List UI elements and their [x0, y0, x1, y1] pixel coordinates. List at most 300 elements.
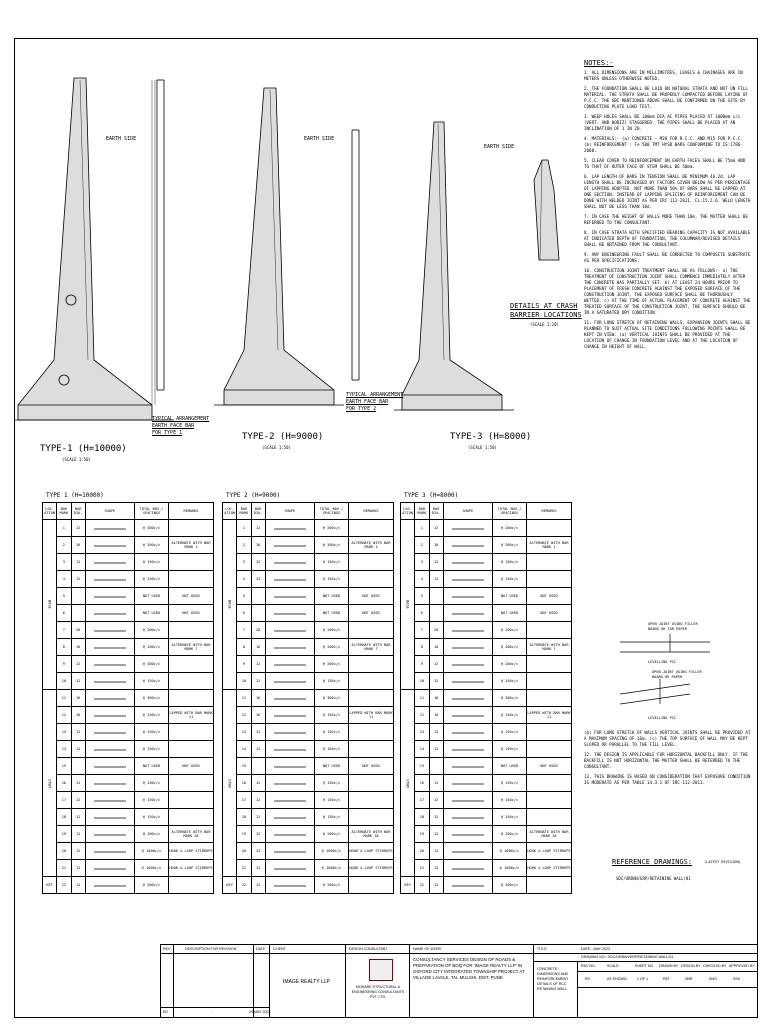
cell-remarks: NOT USED	[527, 588, 572, 605]
crash-barrier-detail	[534, 160, 559, 260]
cell-remarks: LAPPED WITH BAR MARK 11	[349, 707, 394, 724]
cell-remarks	[527, 792, 572, 809]
cell-remarks	[169, 877, 214, 894]
tb-design: SBR	[685, 977, 693, 981]
table-row	[401, 741, 572, 758]
cell-spacing: @ 150c/c	[135, 724, 169, 741]
bar-schedule-table-3	[400, 502, 572, 894]
cell-mark: 10	[57, 673, 71, 690]
cell-remarks	[169, 554, 214, 571]
table-header-mark: BAR MARK	[57, 503, 71, 520]
cell-shape	[265, 690, 314, 707]
cell-mark: 19	[415, 826, 429, 843]
table-row	[401, 571, 572, 588]
cell-mark: 6	[57, 605, 71, 622]
note-10: 10. CONSTRUCTION JOINT TREATMENT SHALL BE AS FOLLOWS:- a) THE TREATMENT OF CONSTRUCTION JOINT SHALL COMMENCE IMMEDIATELY AFTER THE CONCRETE HAS PARTIALLY SET. b) AT LEAST 24 HOURS PRIOR TO PLACEMENT OF FRESH CONCRETE AGAINST THE EXPOSED SURFACE OF THE CONSTRUCTION JOINT, THE EXPOSED SURFACE SHALL BE THOROUGHLY WETTED. c) AT THE TIME OF ACTUAL PLACEMENT OF CONCRETE AGAINST THE TREATED SURFACE OF THE CONSTRUCTION JOINT, THE SURFACE SHOULD BE IN A SATURATED DRY CONDITION.	[584, 268, 751, 315]
cell-mark: 10	[237, 673, 251, 690]
cell-remarks	[349, 554, 394, 571]
cell-dia: 12	[251, 520, 265, 537]
cell-mark: 9	[415, 656, 429, 673]
cell-shape	[85, 690, 134, 707]
location-stem: STEM	[43, 690, 57, 877]
cell-spacing: @ 150c/c	[135, 741, 169, 758]
cell-dia	[429, 758, 443, 775]
cell-remarks	[349, 775, 394, 792]
cell-dia: 12	[429, 775, 443, 792]
cell-remarks	[527, 877, 572, 894]
note-8: 8. IN CASE STRATA WITH SPECIFIED BEARING CAPACITY IS NOT AVAILABLE AT INDICATED DEPTH OF FOUNDATION, THE COLUMNAR/REVISED DETAILS SHALL BE OBTAINED FROM THE CONSULTANT.	[584, 230, 751, 247]
cell-dia: 12	[251, 792, 265, 809]
cell-shape	[443, 673, 492, 690]
cell-dia: 12	[71, 792, 85, 809]
cell-mark: 14	[415, 741, 429, 758]
reference-item: SDC/URBAN/ERP/RETAINING WALL/01	[616, 876, 691, 881]
type2-scale: (SCALE 1:50)	[262, 445, 291, 450]
table-row	[401, 537, 572, 554]
reference-heading: REFERENCE DRAWINGS:	[612, 858, 693, 866]
cell-remarks: NOT USED	[349, 588, 394, 605]
earth-side-2: EARTH SIDE	[304, 136, 335, 142]
cell-spacing: @ 200c/c	[135, 639, 169, 656]
cell-dia: 12	[71, 724, 85, 741]
cell-shape	[265, 843, 314, 860]
cell-mark: 1	[57, 520, 71, 537]
cell-mark: 2	[415, 537, 429, 554]
cell-spacing: @ 200c/c	[493, 877, 527, 894]
cell-spacing: @ 150c/c	[493, 741, 527, 758]
tb-drawing-no: DRAWING NO:- SDC/URBAN/ERP/RETAINING WALL/01	[581, 955, 674, 959]
cell-shape	[85, 741, 134, 758]
table-row	[43, 690, 214, 707]
cell-mark: 8	[57, 639, 71, 656]
table-row	[401, 843, 572, 860]
cell-dia: 12	[71, 571, 85, 588]
table-row	[223, 605, 394, 622]
cell-mark: 16	[57, 775, 71, 792]
cell-dia: 16	[429, 690, 443, 707]
cell-spacing: NOT USED	[135, 758, 169, 775]
cell-remarks: HOOK & LOOP STIRRUPS	[169, 860, 214, 877]
cell-dia: 12	[251, 775, 265, 792]
cell-spacing: @ 1000c/c	[315, 843, 349, 860]
cell-mark: 17	[237, 792, 251, 809]
cell-remarks: ALTERNATE WITH BAR MARK 1	[349, 537, 394, 554]
cell-mark: 3	[57, 554, 71, 571]
cell-remarks	[349, 792, 394, 809]
cell-spacing: @ 150c/c	[315, 571, 349, 588]
cell-spacing: @ 150c/c	[315, 792, 349, 809]
cell-remarks: LAPPED WITH BAR MARK 11	[169, 707, 214, 724]
cell-spacing: @ 200c/c	[135, 877, 169, 894]
tb-client-hdr: CLIENT	[273, 947, 286, 951]
cell-shape	[85, 520, 134, 537]
cell-spacing: @ 200c/c	[315, 622, 349, 639]
cell-spacing: @ 150c/c	[493, 554, 527, 571]
table-row	[401, 775, 572, 792]
cell-spacing: @ 200c/c	[493, 537, 527, 554]
table-row	[223, 792, 394, 809]
cell-remarks	[169, 809, 214, 826]
earth-face-bar-1	[157, 80, 164, 390]
cell-mark: 12	[237, 707, 251, 724]
tb-scale-hdr: SCALE	[607, 964, 619, 968]
cell-dia: 12	[71, 741, 85, 758]
cell-mark: 12	[415, 707, 429, 724]
cell-dia: 12	[429, 809, 443, 826]
cell-spacing: @ 1000c/c	[135, 860, 169, 877]
cell-shape	[265, 588, 314, 605]
cell-spacing: @ 200c/c	[493, 622, 527, 639]
cell-mark: 3	[237, 554, 251, 571]
earth-side-1: EARTH SIDE	[106, 136, 137, 142]
location-key: KEY	[43, 877, 57, 894]
earth-face-bar-2-label: TYPICAL ARRANGEMENT EARTH FACE BAR FOR TYPE 2	[346, 392, 404, 412]
table-row	[223, 826, 394, 843]
cell-shape	[85, 605, 134, 622]
cell-shape	[85, 656, 134, 673]
tb-rev-no-hdr: REV NO.	[581, 964, 596, 968]
cell-shape	[265, 656, 314, 673]
note-5: 5. CLEAR COVER TO REINFORCEMENT ON EARTH FACES SHALL BE 75mm AND TO THAT OF OUTER FACE OF STEM SHALL BE 50mm.	[584, 158, 746, 169]
tb-work: CONSULTANCY SERVICES DESIGN OF ROADS & PREPARATION OF BOQ FOR 'IMAGE REALTY LLP' IN OXFORD CITY INTEGRATED TOWNSHIP PROJECT AT VILLAGE LAVALE, TAL MULSHI, DIST. PUNE	[413, 957, 525, 980]
cell-dia: 16	[251, 639, 265, 656]
cell-shape	[443, 571, 492, 588]
cell-spacing: @ 1000c/c	[315, 860, 349, 877]
cell-dia: 16	[251, 690, 265, 707]
table-header-remarks: REMARKS	[527, 503, 572, 520]
cell-remarks	[349, 741, 394, 758]
cell-spacing: @ 150c/c	[135, 809, 169, 826]
table-row	[401, 639, 572, 656]
table-row	[223, 622, 394, 639]
cell-spacing: NOT USED	[315, 588, 349, 605]
cell-dia: 12	[71, 673, 85, 690]
cell-remarks: NOT USED	[169, 605, 214, 622]
cell-spacing: @ 300c/c	[135, 690, 169, 707]
table1-title: TYPE 1 (H=10000)	[46, 492, 104, 499]
cell-dia: 16	[71, 690, 85, 707]
tb-approved-hdr: APPROVED BY	[729, 964, 755, 968]
cell-spacing: @ 150c/c	[493, 809, 527, 826]
cell-mark: 17	[415, 792, 429, 809]
cell-remarks	[169, 571, 214, 588]
cell-mark: 22	[57, 877, 71, 894]
table-row	[43, 537, 214, 554]
cell-remarks: ALTERNATE WITH BAR MARK 18	[527, 826, 572, 843]
cell-spacing: @ 200c/c	[135, 656, 169, 673]
tb-rev-row-no: R0	[163, 1010, 168, 1014]
cell-mark: 7	[57, 622, 71, 639]
cell-mark: 5	[237, 588, 251, 605]
cell-shape	[443, 775, 492, 792]
location-base: BASE	[223, 520, 237, 690]
table-row	[43, 775, 214, 792]
cell-shape	[85, 639, 134, 656]
table-row	[43, 843, 214, 860]
location-key: KEY	[401, 877, 415, 894]
sketch1-label: OPEN JOINT USING FILLER BOARD OR TAR PAPER	[648, 622, 698, 631]
cell-remarks	[349, 622, 394, 639]
cell-remarks: HOOK & LOOP STIRRUPS	[349, 843, 394, 860]
tb-rev-no: R0	[585, 977, 590, 981]
table-row	[223, 707, 394, 724]
cell-dia	[71, 588, 85, 605]
cell-mark: 13	[57, 724, 71, 741]
cell-dia: 16	[71, 537, 85, 554]
table-row	[401, 809, 572, 826]
bar-schedule-table-2	[222, 502, 394, 894]
table-row	[223, 588, 394, 605]
sketch2-label: OPEN JOINT USING FILLER BOARD OR PAPER	[652, 670, 702, 679]
table-header-dia: BAR DIA.	[429, 503, 443, 520]
cell-mark: 18	[57, 809, 71, 826]
cell-shape	[265, 758, 314, 775]
cell-spacing: @ 150c/c	[493, 724, 527, 741]
cell-dia: 12	[71, 809, 85, 826]
cell-shape	[265, 775, 314, 792]
cell-remarks	[169, 690, 214, 707]
cell-spacing: @ 200c/c	[493, 520, 527, 537]
consultant-logo	[369, 959, 393, 981]
table-header-loc: LOC-ATION	[223, 503, 237, 520]
cell-mark: 21	[57, 860, 71, 877]
sections-drawing	[14, 60, 584, 480]
table-header-dia: BAR DIA.	[251, 503, 265, 520]
cell-spacing: @ 200c/c	[493, 656, 527, 673]
table-row	[43, 877, 214, 894]
tb-title-hdr: TITLE	[537, 947, 547, 951]
cell-dia: 12	[71, 520, 85, 537]
cell-mark: 19	[57, 826, 71, 843]
cell-remarks	[169, 775, 214, 792]
table-row	[401, 656, 572, 673]
table-row	[223, 843, 394, 860]
cell-remarks	[527, 622, 572, 639]
earth-face-bar-1-label: TYPICAL ARRANGEMENT EARTH FACE BAR FOR TYPE 1	[152, 416, 210, 436]
cell-mark: 18	[237, 809, 251, 826]
cell-mark: 20	[57, 843, 71, 860]
tb-date-label: DATE:- MAY 2023	[581, 947, 610, 951]
tb-sheet-hdr: SHEET NO	[635, 964, 654, 968]
cell-dia: 16	[71, 707, 85, 724]
cell-spacing: @ 150c/c	[493, 571, 527, 588]
tb-rev-hdr: REV	[163, 947, 171, 951]
table-row	[43, 758, 214, 775]
cell-mark: 8	[237, 639, 251, 656]
table-header-total: TOTAL NOS./ SPACINGS	[315, 503, 349, 520]
cell-spacing: @ 150c/c	[135, 792, 169, 809]
table-row	[43, 741, 214, 758]
table-header-mark: BAR MARK	[415, 503, 429, 520]
cell-spacing: @ 150c/c	[135, 571, 169, 588]
table-header-mark: BAR MARK	[237, 503, 251, 520]
cell-spacing: @ 150c/c	[315, 724, 349, 741]
table-row	[43, 520, 214, 537]
cell-spacing: NOT USED	[493, 588, 527, 605]
cell-spacing: @ 200c/c	[135, 622, 169, 639]
cell-spacing: @ 150c/c	[315, 707, 349, 724]
cell-mark: 22	[415, 877, 429, 894]
table-row	[401, 724, 572, 741]
cell-spacing: @ 200c/c	[315, 656, 349, 673]
table-row	[223, 571, 394, 588]
cell-spacing: NOT USED	[135, 605, 169, 622]
cell-dia: 16	[429, 537, 443, 554]
cell-shape	[85, 537, 134, 554]
cell-mark: 15	[237, 758, 251, 775]
cell-spacing: NOT USED	[135, 588, 169, 605]
cell-remarks	[169, 622, 214, 639]
cell-mark: 11	[415, 690, 429, 707]
cell-dia: 16	[251, 707, 265, 724]
note-13: 13. THIS DRAWING IS BASED ON CONSIDERATION THAT EXPOSURE CONDITION IS MODERATE AS PER TABLE 14.3.1 OF IRC-112-2011.	[584, 774, 751, 785]
cell-remarks: HOOK & LOOP STIRRUPS	[169, 843, 214, 860]
cell-mark: 3	[415, 554, 429, 571]
cell-remarks	[169, 741, 214, 758]
cell-dia: 16	[71, 639, 85, 656]
cell-shape	[85, 707, 134, 724]
cell-shape	[85, 571, 134, 588]
tb-consultant-name: MOHARE STRUCTURAL & ENGINEERING CONSULTANTS PVT. LTD.	[351, 985, 405, 999]
cell-dia: 12	[71, 860, 85, 877]
crash-barrier-title: DETAILS AT CRASH BARRIER LOCATIONS	[510, 302, 582, 319]
tb-scale: AS SHOWN	[607, 977, 627, 981]
cell-remarks: ALTERNATE WITH BAR MARK 18	[349, 826, 394, 843]
cell-dia: 12	[71, 826, 85, 843]
cell-mark: 20	[415, 843, 429, 860]
table-header-loc: LOC-ATION	[43, 503, 57, 520]
cell-shape	[265, 707, 314, 724]
cell-shape	[265, 724, 314, 741]
cell-shape	[265, 809, 314, 826]
cell-dia: 12	[429, 520, 443, 537]
table-header-shape: SHAPE	[443, 503, 492, 520]
cell-spacing: @ 150c/c	[315, 741, 349, 758]
tb-sheet: 1 OF 1	[637, 977, 648, 981]
table-header-loc: LOC-ATION	[401, 503, 415, 520]
table-row	[223, 860, 394, 877]
table-row	[43, 656, 214, 673]
tb-drawn-hdr: DRAWN BY	[659, 964, 679, 968]
note-7: 7. IN CASE THE HEIGHT OF WALLS MORE THAN 10m, THE MATTER SHALL BE REFERRED TO THE CONSULTANT.	[584, 214, 748, 225]
cell-dia	[251, 588, 265, 605]
cell-mark: 22	[237, 877, 251, 894]
cell-shape	[443, 656, 492, 673]
cell-dia: 12	[251, 741, 265, 758]
cell-mark: 21	[237, 860, 251, 877]
type1-title: TYPE-1 (H=10000)	[40, 444, 127, 454]
cell-shape	[443, 537, 492, 554]
table-row	[223, 520, 394, 537]
cell-shape	[265, 826, 314, 843]
cell-remarks	[527, 571, 572, 588]
cell-shape	[265, 571, 314, 588]
table-row	[43, 571, 214, 588]
table-header-remarks: REMARKS	[169, 503, 214, 520]
table-row	[43, 860, 214, 877]
cell-shape	[85, 588, 134, 605]
cell-shape	[265, 639, 314, 656]
type1-section	[14, 78, 174, 420]
cell-remarks	[527, 554, 572, 571]
cell-remarks	[349, 571, 394, 588]
cell-dia: 12	[251, 554, 265, 571]
cell-shape	[85, 758, 134, 775]
table-header-shape: SHAPE	[85, 503, 134, 520]
cell-shape	[265, 877, 314, 894]
cell-mark: 7	[237, 622, 251, 639]
cell-mark: 1	[415, 520, 429, 537]
cell-remarks: NOT USED	[527, 605, 572, 622]
cell-spacing: @ 200c/c	[135, 537, 169, 554]
cell-dia	[429, 605, 443, 622]
table-row	[223, 758, 394, 775]
cell-dia: 12	[429, 843, 443, 860]
tb-design-hdr: DESIGN BY	[681, 964, 701, 968]
cell-mark: 4	[237, 571, 251, 588]
cell-shape	[85, 860, 134, 877]
cell-dia: 12	[251, 724, 265, 741]
cell-remarks	[349, 656, 394, 673]
cell-spacing: @ 300c/c	[315, 690, 349, 707]
tb-rev-row-desc: -	[211, 1010, 213, 1014]
cell-shape	[443, 588, 492, 605]
cell-remarks	[169, 792, 214, 809]
table-row	[43, 809, 214, 826]
table-row	[223, 724, 394, 741]
cell-spacing: @ 150c/c	[315, 775, 349, 792]
cell-mark: 16	[415, 775, 429, 792]
title-block	[160, 944, 758, 1018]
cell-remarks: ALTERNATE WITH BAR MARK 7	[527, 639, 572, 656]
cell-mark: 16	[237, 775, 251, 792]
cell-spacing: @ 150c/c	[135, 673, 169, 690]
cell-shape	[443, 605, 492, 622]
location-stem: STEM	[401, 690, 415, 877]
cell-dia: 12	[429, 554, 443, 571]
cell-shape	[265, 605, 314, 622]
cell-dia: 12	[429, 877, 443, 894]
cell-shape	[85, 673, 134, 690]
table-row	[43, 622, 214, 639]
cell-remarks	[527, 673, 572, 690]
cell-spacing: @ 200c/c	[315, 537, 349, 554]
table-row	[43, 605, 214, 622]
tb-checked-hdr: CHECKED BY	[703, 964, 727, 968]
notes-panel	[584, 60, 752, 354]
note-6: 6. LAP LENGTH OF BARS IN TENSION SHALL BE MINIMUM 46.2d. LAP LENGTH SHALL BE INCREASED BY FACTORS GIVEN BELOW AS PER PERCENTAGE OF LAPPING ADOPTED. NOT MORE THAN 50% OF BARS SHALL BE LAPPED AT ONE SECTION. INSTEAD OF LAPPING SPLICING OF REINFORCEMENT CAN BE DONE WITH WELDED JOINT AS PER IRC 112-2011. CL.15.2.6. WELD LENGTH SHALL NOT BE LESS THAN 10d.	[584, 174, 751, 209]
table-row	[401, 707, 572, 724]
cell-shape	[265, 792, 314, 809]
table-row	[401, 673, 572, 690]
cell-remarks	[169, 724, 214, 741]
tb-rev-row-date: 29 MAY 2023	[249, 1010, 271, 1014]
cell-shape	[85, 622, 134, 639]
cell-spacing: @ 150c/c	[493, 792, 527, 809]
tb-date-hdr: DATE	[256, 947, 266, 951]
cell-remarks: NOT USED	[349, 758, 394, 775]
cell-mark: 10	[415, 673, 429, 690]
cell-remarks	[169, 656, 214, 673]
table2-title: TYPE 2 (H=9000)	[226, 492, 281, 499]
cell-shape	[443, 792, 492, 809]
cell-shape	[443, 622, 492, 639]
table-row	[43, 588, 214, 605]
cell-mark: 2	[57, 537, 71, 554]
cell-spacing: @ 1000c/c	[493, 860, 527, 877]
table-row	[43, 724, 214, 741]
cell-dia: 12	[251, 809, 265, 826]
